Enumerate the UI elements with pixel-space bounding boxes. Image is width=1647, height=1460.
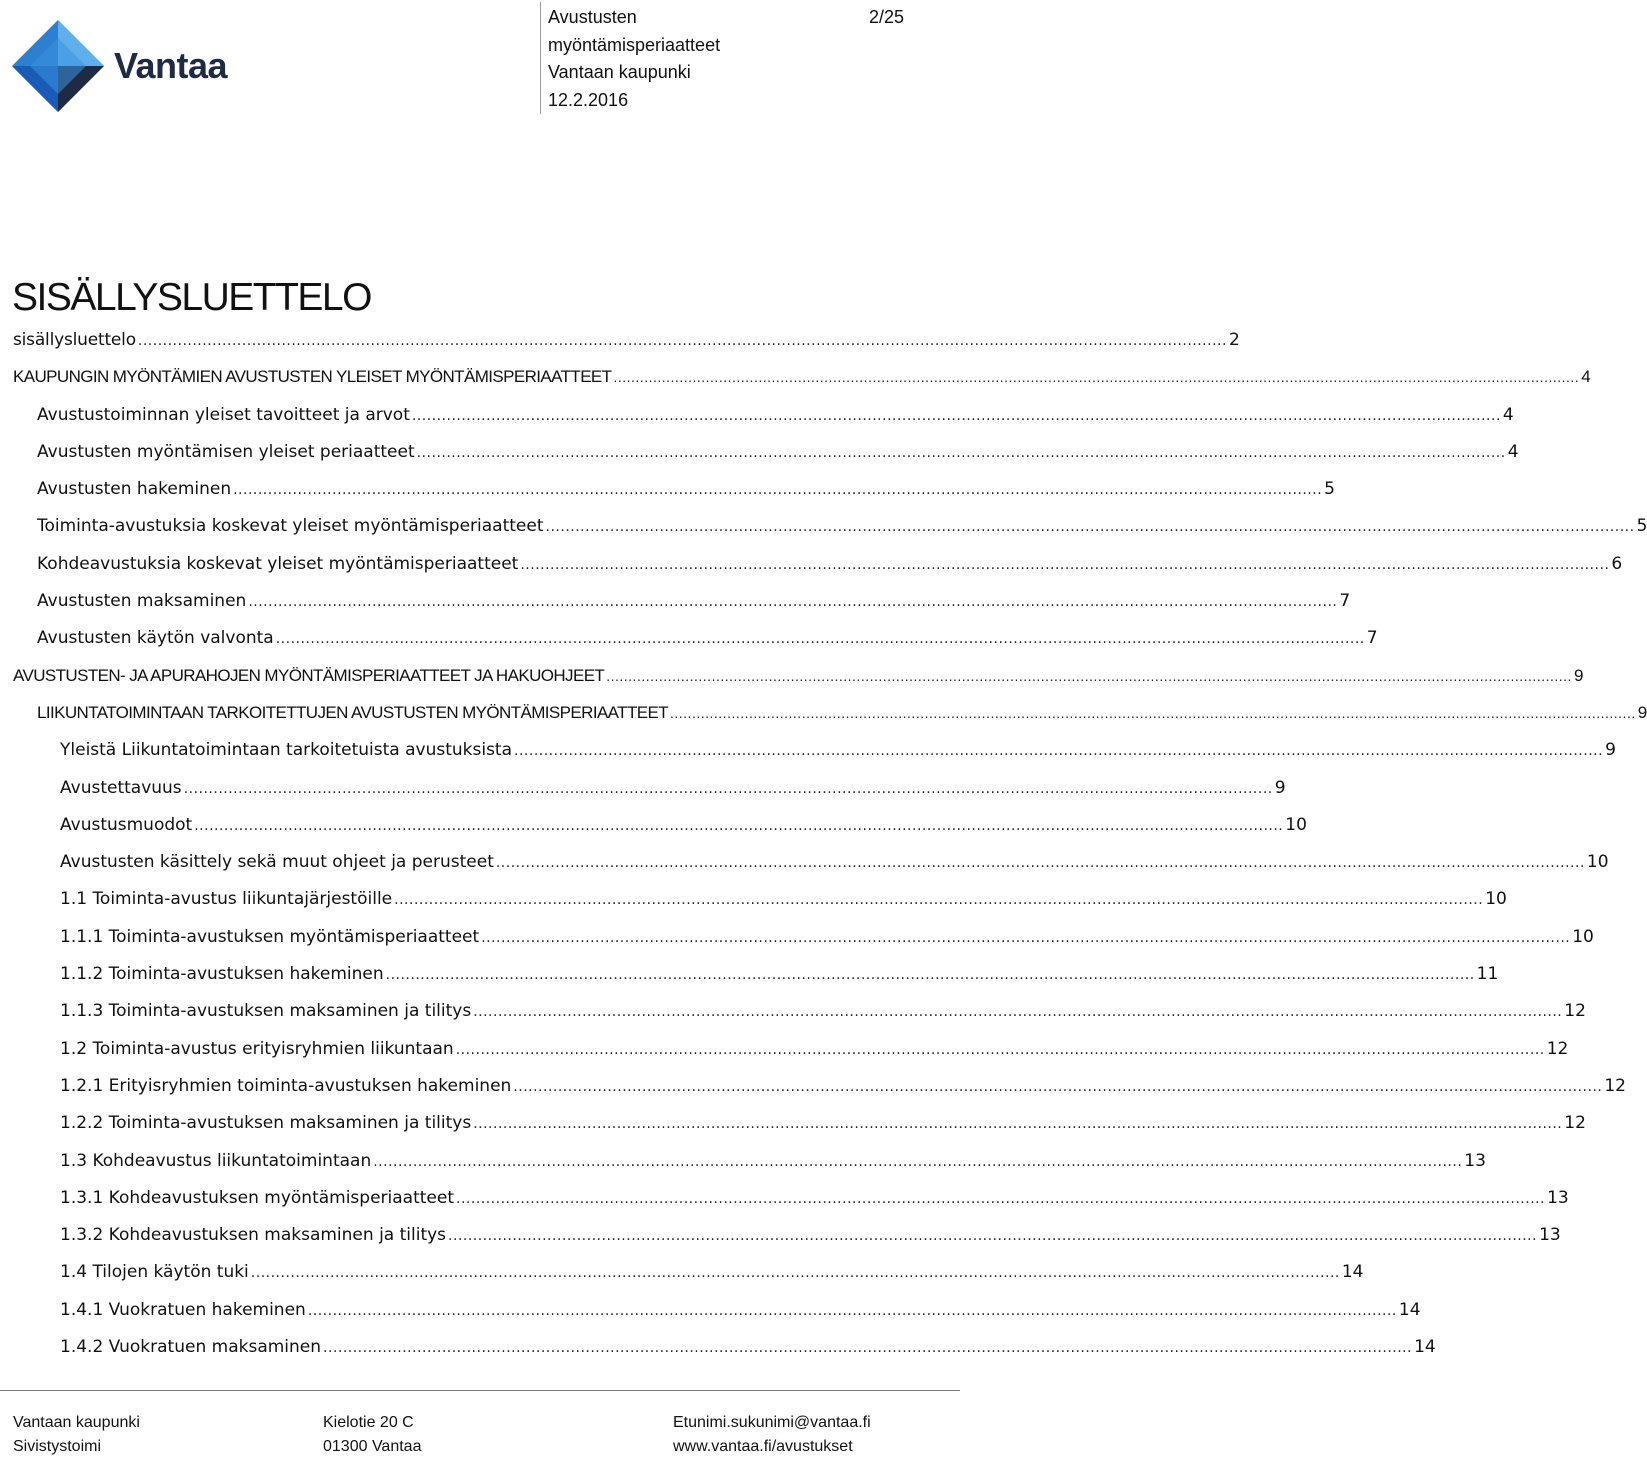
toc-entry-title: Toiminta-avustuksia koskevat yleiset myöntämisperiaatteet: [37, 516, 544, 537]
toc-leader-dots: ............................................................................................................................................................................................................................: [307, 1302, 1397, 1319]
toc-entry-title: 1.3 Kohdeavustus liikuntatoimintaan: [60, 1150, 372, 1171]
toc-leader-dots: ............................................................................................................................................................................................................................: [495, 855, 1585, 872]
toc-entry[interactable]: [0, 1258, 1364, 1295]
toc-entry-page: 14: [1414, 1337, 1436, 1358]
toc-leader-dots: ............................................................................................................................................................................................................................: [448, 1228, 1538, 1245]
toc-entry-page: 7: [1339, 591, 1351, 612]
toc-entry-title: Yleistä Liikuntatoimintaan tarkoitetuista avustuksista: [60, 740, 513, 761]
toc-leader-dots: ............................................................................................................................................................................................................................: [137, 333, 1227, 349]
toc-entry-title: sisällysluettelo: [13, 330, 136, 350]
footer-email[interactable]: Etunimi.sukunimi@vantaa.fi: [673, 1414, 871, 1431]
toc-entry-page: 4: [1507, 441, 1519, 462]
toc-entry-page: 13: [1539, 1225, 1561, 1246]
toc-entry-page: 12: [1546, 1038, 1569, 1059]
toc-leader-dots: ............................................................................................................................................................................................................................: [513, 1078, 1603, 1095]
toc-entry[interactable]: [0, 475, 1335, 512]
doc-title-line-1: Avustusten: [548, 7, 637, 27]
toc-entry[interactable]: [0, 699, 1647, 736]
table-of-contents: [0, 326, 1647, 1370]
toc-leader-dots: ............................................................................................................................................................................................................................: [455, 1041, 1545, 1058]
toc-entry-page: 2: [1228, 330, 1240, 350]
toc-leader-dots: ............................................................................................................................................................................................................................: [250, 1265, 1340, 1282]
toc-leader-dots: ............................................................................................................................................................................................................................: [183, 780, 1273, 797]
toc-entry-title: 1.1.3 Toiminta-avustuksen maksaminen ja tilitys: [60, 1001, 472, 1022]
toc-entry-page: 13: [1464, 1150, 1486, 1171]
toc-entry[interactable]: [0, 401, 1514, 438]
toc-entry[interactable]: [0, 960, 1499, 997]
toc-leader-dots: ............................................................................................................................................................................................................................: [416, 444, 1506, 461]
footer-department: Sivistystoimi: [13, 1438, 102, 1455]
doc-organization: Vantaan kaupunki: [548, 62, 691, 82]
toc-entry-title: KAUPUNGIN MYÖNTÄMIEN AVUSTUSTEN YLEISET MYÖNTÄMISPERIAATTEET: [13, 367, 612, 387]
toc-entry-title: Avustusten maksaminen: [37, 591, 247, 612]
toc-leader-dots: ............................................................................................................................................................................................................................: [473, 1116, 1563, 1133]
toc-entry[interactable]: [0, 1072, 1626, 1109]
toc-entry[interactable]: [0, 1296, 1421, 1333]
footer-website[interactable]: www.vantaa.fi/avustukset: [673, 1438, 853, 1455]
toc-leader-dots: ............................................................................................................................................................................................................................: [545, 519, 1635, 536]
toc-leader-dots: ............................................................................................................................................................................................................................: [606, 667, 1572, 684]
toc-entry[interactable]: [0, 662, 1583, 699]
toc-entry[interactable]: [0, 624, 1378, 661]
page-number: 2/25: [869, 7, 905, 27]
toc-title: SISÄLLYSLUETTELO: [12, 276, 371, 319]
toc-entry-title: 1.4.2 Vuokratuen maksaminen: [60, 1337, 322, 1358]
toc-entry-title: Avustusmuodot: [60, 814, 193, 835]
toc-leader-dots: ............................................................................................................................................................................................................................: [275, 631, 1365, 648]
toc-leader-dots: ............................................................................................................................................................................................................................: [248, 594, 1338, 611]
footer-street: Kielotie 20 C: [323, 1414, 414, 1431]
footer-address: [323, 1411, 421, 1459]
toc-leader-dots: ............................................................................................................................................................................................................................: [520, 556, 1610, 573]
toc-entry-title: 1.2.2 Toiminta-avustuksen maksaminen ja tilitys: [60, 1113, 472, 1134]
footer-contact: [673, 1411, 871, 1459]
toc-entry-title: 1.2.1 Erityisryhmien toiminta-avustuksen hakeminen: [60, 1075, 512, 1096]
toc-entry[interactable]: [0, 363, 1591, 400]
toc-entry-title: 1.4 Tilojen käytön tuki: [60, 1262, 249, 1283]
footer-postal: 01300 Vantaa: [323, 1438, 422, 1455]
toc-entry-page: 4: [1502, 404, 1514, 425]
toc-leader-dots: ............................................................................................................................................................................................................................: [373, 1153, 1463, 1170]
toc-entry-page: 14: [1341, 1262, 1364, 1283]
toc-entry-title: LIIKUNTATOIMINTAAN TARKOITETTUJEN AVUSTUSTEN MYÖNTÄMISPERIAATTEET: [37, 702, 668, 722]
toc-entry-page: 9: [1274, 777, 1286, 798]
toc-entry-page: 4: [1581, 367, 1591, 387]
toc-entry-title: Avustettavuus: [60, 777, 182, 798]
footer-organization: [13, 1411, 140, 1459]
toc-entry[interactable]: [0, 811, 1307, 848]
toc-entry-page: 9: [1637, 702, 1647, 722]
toc-entry-page: 10: [1285, 814, 1307, 835]
toc-entry-title: AVUSTUSTEN- JA APURAHOJEN MYÖNTÄMISPERIAATTEET JA HAKUOHJEET: [13, 665, 605, 685]
toc-leader-dots: ............................................................................................................................................................................................................................: [473, 1004, 1563, 1021]
toc-entry-title: 1.4.1 Vuokratuen hakeminen: [60, 1299, 306, 1320]
toc-entry-title: 1.3.2 Kohdeavustuksen maksaminen ja tilitys: [60, 1225, 447, 1246]
toc-entry-title: Kohdeavustuksia koskevat yleiset myöntämisperiaatteet: [37, 553, 519, 574]
toc-leader-dots: ............................................................................................................................................................................................................................: [411, 407, 1501, 424]
toc-leader-dots: ............................................................................................................................................................................................................................: [394, 892, 1484, 909]
toc-entry-page: 13: [1547, 1187, 1569, 1208]
toc-entry[interactable]: [0, 512, 1647, 549]
toc-entry-title: 1.1 Toiminta-avustus liikuntajärjestöille: [60, 889, 393, 910]
toc-entry-title: Avustustoiminnan yleiset tavoitteet ja arvot: [37, 404, 410, 425]
toc-entry-page: 10: [1485, 889, 1507, 910]
toc-entry-page: 12: [1564, 1113, 1586, 1134]
toc-entry-page: 5: [1636, 516, 1647, 537]
toc-entry[interactable]: [0, 550, 1623, 587]
toc-entry[interactable]: [0, 1333, 1436, 1370]
doc-date: 12.2.2016: [548, 89, 629, 110]
toc-entry[interactable]: [0, 438, 1519, 475]
toc-entry-page: 6: [1611, 553, 1623, 574]
toc-entry-title: Avustusten hakeminen: [37, 479, 232, 500]
toc-entry[interactable]: [0, 1109, 1586, 1146]
footer-city: Vantaan kaupunki: [13, 1414, 140, 1431]
toc-entry-title: Avustusten käsittely sekä muut ohjeet ja perusteet: [60, 852, 494, 873]
toc-leader-dots: ............................................................................................................................................................................................................................: [514, 743, 1604, 760]
toc-entry[interactable]: [0, 1184, 1569, 1221]
toc-entry-page: 14: [1398, 1299, 1421, 1320]
toc-entry[interactable]: [0, 326, 1240, 363]
toc-entry-page: 12: [1564, 1001, 1586, 1022]
toc-entry[interactable]: [0, 587, 1351, 624]
toc-entry[interactable]: [0, 1035, 1569, 1072]
footer-divider: [0, 1390, 960, 1391]
toc-entry-title: Avustusten käytön valvonta: [37, 628, 274, 649]
logo-wordmark: Vantaa: [114, 45, 228, 86]
toc-entry[interactable]: [0, 736, 1616, 773]
toc-entry[interactable]: [0, 997, 1586, 1034]
toc-leader-dots: ............................................................................................................................................................................................................................: [613, 369, 1580, 386]
toc-leader-dots: ............................................................................................................................................................................................................................: [323, 1340, 1413, 1357]
toc-leader-dots: ............................................................................................................................................................................................................................: [670, 704, 1636, 721]
toc-entry-page: 10: [1572, 926, 1594, 947]
toc-entry-title: 1.2 Toiminta-avustus erityisryhmien liikuntaan: [60, 1038, 454, 1059]
toc-entry[interactable]: [0, 1221, 1561, 1258]
header-divider: [540, 2, 541, 114]
toc-entry[interactable]: [0, 885, 1507, 922]
toc-leader-dots: ............................................................................................................................................................................................................................: [233, 482, 1323, 499]
toc-entry-title: Avustusten myöntämisen yleiset periaatteet: [37, 441, 415, 462]
toc-entry-page: 10: [1586, 852, 1609, 873]
toc-entry-page: 9: [1605, 740, 1616, 761]
doc-title-line-2: myöntämisperiaatteet: [548, 34, 721, 55]
toc-entry-title: 1.3.1 Kohdeavustuksen myöntämisperiaatteet: [60, 1187, 455, 1208]
toc-entry[interactable]: [0, 1147, 1486, 1184]
toc-entry-title: 1.1.1 Toiminta-avustuksen myöntämisperiaatteet: [60, 926, 480, 947]
toc-entry-page: 12: [1604, 1075, 1626, 1096]
toc-leader-dots: ............................................................................................................................................................................................................................: [481, 929, 1571, 946]
toc-entry-page: 5: [1324, 479, 1335, 500]
vantaa-logo: [10, 18, 250, 114]
toc-entry-page: 9: [1573, 665, 1583, 685]
toc-entry[interactable]: [0, 923, 1594, 960]
toc-entry[interactable]: [0, 774, 1286, 811]
toc-entry-page: 11: [1476, 964, 1499, 985]
vantaa-logo-mark-icon: [10, 18, 106, 114]
toc-leader-dots: ............................................................................................................................................................................................................................: [385, 967, 1475, 984]
toc-entry-page: 7: [1366, 628, 1378, 649]
toc-entry[interactable]: [0, 848, 1609, 885]
toc-entry-title: 1.1.2 Toiminta-avustuksen hakeminen: [60, 964, 384, 985]
toc-leader-dots: ............................................................................................................................................................................................................................: [456, 1190, 1546, 1207]
toc-leader-dots: ............................................................................................................................................................................................................................: [194, 817, 1284, 834]
